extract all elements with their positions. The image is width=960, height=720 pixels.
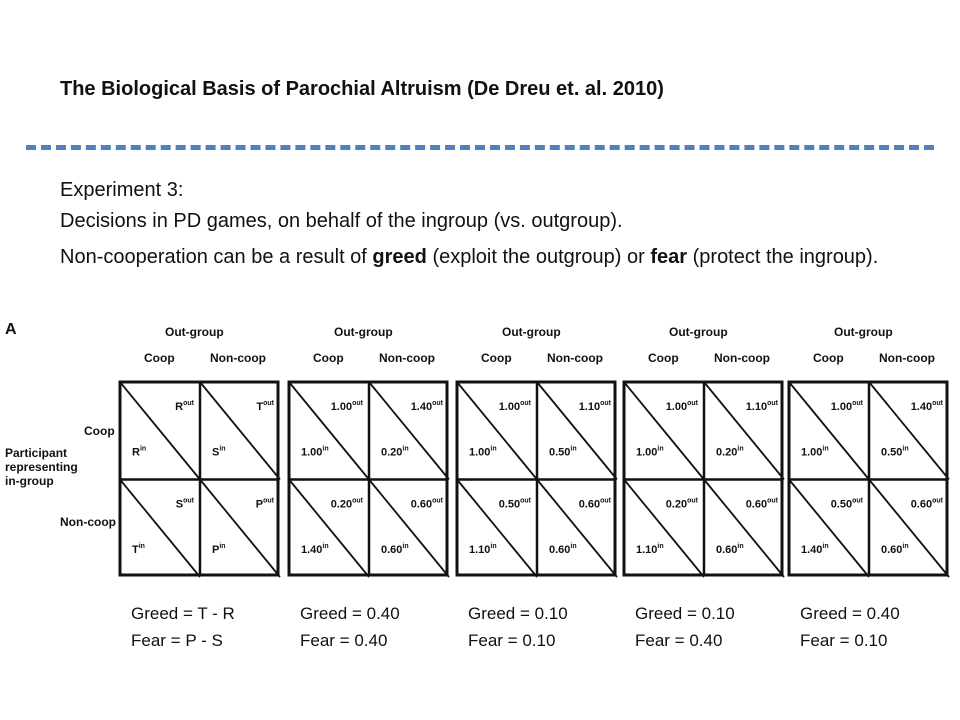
outgroup-payoff — [579, 498, 612, 511]
outgroup-payoff — [831, 498, 864, 511]
cell-diagonal — [704, 480, 784, 578]
outgroup-payoff — [579, 400, 612, 413]
fear-value: Fear = 0.40 — [300, 631, 388, 650]
outgroup-header: Out-group — [669, 325, 728, 339]
participant-label-line-3: in-group — [5, 474, 54, 488]
cell-diagonal — [789, 480, 869, 578]
cell-diagonal — [537, 382, 617, 480]
ingroup-payoff-value: 1.10 — [636, 544, 658, 556]
greed-word: greed — [372, 246, 427, 268]
cell-diagonal — [200, 382, 280, 480]
ingroup-payoff — [549, 543, 577, 556]
outgroup-superscript: out — [432, 400, 443, 407]
row-label-coop: Coop — [84, 424, 115, 438]
payoff-matrix-3 — [455, 320, 625, 585]
ingroup-payoff — [881, 446, 909, 459]
outgroup-payoff — [666, 498, 699, 511]
cell-diagonal — [200, 480, 280, 578]
ingroup-superscript: in — [657, 445, 664, 453]
fear-value: Fear = 0.10 — [800, 631, 888, 650]
ingroup-payoff-value: 0.20 — [716, 446, 738, 459]
column-header-coop: Coop — [813, 351, 844, 365]
cell-diagonal — [120, 480, 200, 578]
ingroup-payoff — [381, 543, 409, 556]
ingroup-superscript: in — [822, 543, 829, 550]
outgroup-payoff-value: 0.50 — [498, 498, 521, 511]
ingroup-payoff-value: 1.00 — [469, 446, 491, 459]
outgroup-payoff — [499, 498, 532, 511]
ingroup-superscript: in — [822, 445, 829, 453]
cell-diagonal — [624, 382, 704, 480]
ingroup-superscript: in — [322, 543, 329, 550]
matrix-grid — [787, 380, 951, 579]
ingroup-superscript: in — [737, 445, 744, 453]
outgroup-superscript: out — [432, 497, 443, 505]
ingroup-payoff-value: 1.00 — [301, 446, 323, 459]
ingroup-payoff — [469, 543, 497, 556]
outgroup-payoff-value: 0.60 — [410, 498, 433, 511]
outgroup-header: Out-group — [502, 325, 561, 339]
outgroup-header: Out-group — [165, 325, 224, 339]
ingroup-superscript: in — [902, 445, 909, 453]
participant-label-line-2: representing — [5, 460, 78, 474]
greed-value: Greed = 0.10 — [635, 604, 735, 623]
outgroup-payoff-value: 1.10 — [745, 401, 768, 413]
dashed-divider — [26, 145, 934, 150]
ingroup-superscript: in — [219, 543, 226, 550]
greed-fear-summary-1 — [131, 600, 235, 654]
ingroup-superscript: in — [490, 543, 497, 550]
matrix-grid — [455, 380, 619, 579]
outgroup-superscript: out — [767, 400, 778, 407]
ingroup-payoff — [716, 543, 744, 556]
payoff-matrix-1 — [118, 320, 288, 585]
outgroup-payoff — [666, 400, 699, 413]
outgroup-payoff — [331, 498, 364, 511]
ingroup-payoff — [636, 446, 664, 459]
cell-diagonal — [289, 480, 369, 578]
outgroup-superscript: out — [932, 497, 943, 505]
ingroup-payoff-value: P — [212, 544, 220, 556]
outgroup-superscript: out — [600, 497, 611, 505]
column-header-noncoop: Non-coop — [879, 351, 935, 365]
outgroup-payoff-value: T — [256, 401, 264, 413]
outgroup-superscript: out — [352, 497, 363, 505]
ingroup-superscript: in — [138, 543, 145, 550]
cell-diagonal — [120, 382, 200, 480]
greed-fear-summary-2 — [300, 600, 400, 654]
matrix-grid — [622, 380, 786, 579]
ingroup-superscript: in — [657, 543, 664, 550]
outgroup-header: Out-group — [334, 325, 393, 339]
noncoop-text-part3: (protect the ingroup). — [687, 246, 879, 268]
outgroup-superscript: out — [932, 400, 943, 407]
outgroup-payoff-value: 1.00 — [830, 401, 853, 413]
ingroup-payoff — [132, 543, 145, 556]
fear-value: Fear = 0.10 — [468, 631, 556, 650]
column-header-noncoop: Non-coop — [714, 351, 770, 365]
greed-fear-summary-4 — [635, 600, 735, 654]
ingroup-payoff-value: 1.00 — [636, 446, 658, 459]
cell-diagonal — [869, 382, 949, 480]
ingroup-payoff — [301, 446, 329, 459]
ingroup-payoff — [636, 543, 664, 556]
outgroup-payoff — [499, 400, 532, 413]
column-header-noncoop: Non-coop — [379, 351, 435, 365]
outgroup-superscript: out — [352, 400, 363, 407]
greed-fear-summary-5 — [800, 600, 900, 654]
ingroup-superscript: in — [219, 445, 226, 453]
outgroup-payoff-value: 0.60 — [745, 498, 768, 511]
outgroup-payoff-value: R — [175, 401, 184, 413]
column-header-coop: Coop — [144, 351, 175, 365]
outgroup-superscript: out — [183, 497, 194, 505]
outgroup-superscript: out — [767, 497, 778, 505]
fear-value: Fear = P - S — [131, 631, 223, 650]
greed-value: Greed = T - R — [131, 604, 235, 623]
outgroup-payoff-value: 1.10 — [578, 401, 601, 413]
ingroup-superscript: in — [402, 445, 409, 453]
payoff-matrix-5 — [787, 320, 957, 585]
cell-diagonal — [624, 480, 704, 578]
matrix-grid — [118, 380, 282, 579]
greed-value: Greed = 0.40 — [300, 604, 400, 623]
cell-diagonal — [537, 480, 617, 578]
noncoop-text-part1: Non-cooperation can be a result of — [60, 246, 373, 268]
column-header-noncoop: Non-coop — [210, 351, 266, 365]
outgroup-superscript: out — [852, 497, 863, 505]
cell-diagonal — [457, 480, 537, 578]
outgroup-payoff — [175, 400, 195, 413]
cell-diagonal — [704, 382, 784, 480]
column-header-noncoop: Non-coop — [547, 351, 603, 365]
outgroup-payoff-value: 0.60 — [910, 498, 933, 511]
ingroup-superscript: in — [902, 543, 909, 550]
ingroup-payoff — [716, 446, 744, 459]
outgroup-payoff — [331, 400, 364, 413]
ingroup-payoff-value: 0.60 — [381, 544, 403, 556]
fear-value: Fear = 0.40 — [635, 631, 723, 650]
outgroup-payoff-value: 1.40 — [910, 401, 933, 413]
cell-diagonal — [369, 382, 449, 480]
ingroup-payoff — [381, 446, 409, 459]
column-header-coop: Coop — [648, 351, 679, 365]
outgroup-payoff-value: 1.40 — [410, 401, 433, 413]
ingroup-payoff-value: 1.00 — [801, 446, 823, 459]
ingroup-superscript: in — [570, 445, 577, 453]
outgroup-payoff — [256, 400, 274, 413]
greed-fear-summary-3 — [468, 600, 568, 654]
ingroup-payoff-value: T — [132, 544, 139, 556]
ingroup-payoff — [801, 543, 829, 556]
cell-diagonal — [789, 382, 869, 480]
experiment-label: Experiment 3: — [60, 179, 184, 201]
participant-label — [5, 446, 78, 488]
outgroup-superscript: out — [852, 400, 863, 407]
ingroup-payoff-value: 0.60 — [549, 544, 571, 556]
ingroup-payoff-value: S — [212, 446, 220, 459]
outgroup-payoff-value: 1.00 — [330, 401, 353, 413]
outgroup-payoff — [831, 400, 864, 413]
ingroup-superscript: in — [139, 445, 147, 453]
ingroup-payoff — [301, 543, 329, 556]
outgroup-superscript: out — [263, 497, 274, 505]
matrix-grid — [287, 380, 451, 579]
participant-label-line-1: Participant — [5, 446, 68, 460]
decisions-text: Decisions in PD games, on behalf of the ingroup (vs. outgroup). — [60, 210, 623, 232]
ingroup-superscript: in — [402, 543, 409, 550]
outgroup-payoff-value: 0.20 — [330, 498, 353, 511]
ingroup-payoff-value: 0.60 — [716, 544, 738, 556]
outgroup-payoff-value: 1.00 — [665, 401, 688, 413]
outgroup-superscript: out — [263, 400, 274, 407]
outgroup-superscript: out — [520, 400, 531, 407]
ingroup-superscript: in — [490, 445, 497, 453]
cell-diagonal — [869, 480, 949, 578]
outgroup-payoff-value: S — [175, 498, 184, 511]
column-header-coop: Coop — [481, 351, 512, 365]
outgroup-payoff — [746, 498, 779, 511]
outgroup-payoff-value: P — [255, 498, 264, 511]
outgroup-payoff-value: 0.50 — [830, 498, 853, 511]
noncooperation-text — [60, 245, 890, 269]
ingroup-superscript: in — [737, 543, 744, 550]
ingroup-payoff — [881, 543, 909, 556]
payoff-matrix-4 — [622, 320, 792, 585]
cell-diagonal — [369, 480, 449, 578]
ingroup-payoff-value: 0.50 — [881, 446, 903, 459]
outgroup-payoff — [411, 498, 444, 511]
slide-title: The Biological Basis of Parochial Altruism (De Dreu et. al. 2010) — [60, 78, 664, 100]
outgroup-payoff-value: 1.00 — [498, 401, 521, 413]
outgroup-superscript: out — [687, 400, 698, 407]
outgroup-superscript: out — [520, 497, 531, 505]
greed-value: Greed = 0.40 — [800, 604, 900, 623]
ingroup-payoff — [469, 446, 497, 459]
ingroup-payoff — [801, 446, 829, 459]
outgroup-payoff — [746, 400, 779, 413]
outgroup-payoff — [256, 498, 275, 511]
ingroup-payoff — [212, 543, 226, 556]
ingroup-payoff — [132, 446, 146, 459]
outgroup-superscript: out — [183, 400, 194, 407]
outgroup-superscript: out — [600, 400, 611, 407]
outgroup-header: Out-group — [834, 325, 893, 339]
ingroup-payoff-value: 0.20 — [381, 446, 403, 459]
ingroup-payoff — [212, 446, 226, 459]
cell-diagonal — [457, 382, 537, 480]
outgroup-payoff — [411, 400, 444, 413]
ingroup-payoff-value: 0.50 — [549, 446, 571, 459]
row-label-noncoop: Non-coop — [60, 515, 116, 529]
column-header-coop: Coop — [313, 351, 344, 365]
ingroup-superscript: in — [322, 445, 329, 453]
outgroup-payoff-value: 0.60 — [578, 498, 601, 511]
ingroup-payoff-value: 1.40 — [301, 544, 323, 556]
ingroup-superscript: in — [570, 543, 577, 550]
outgroup-payoff-value: 0.20 — [665, 498, 688, 511]
outgroup-payoff — [176, 498, 195, 511]
ingroup-payoff-value: 0.60 — [881, 544, 903, 556]
outgroup-payoff — [911, 498, 944, 511]
ingroup-payoff-value: 1.10 — [469, 544, 491, 556]
ingroup-payoff-value: R — [132, 446, 140, 459]
ingroup-payoff — [549, 446, 577, 459]
outgroup-superscript: out — [687, 497, 698, 505]
payoff-matrix-2 — [287, 320, 457, 585]
greed-value: Greed = 0.10 — [468, 604, 568, 623]
fear-word: fear — [650, 246, 688, 268]
cell-diagonal — [289, 382, 369, 480]
ingroup-payoff-value: 1.40 — [801, 544, 823, 556]
outgroup-payoff — [911, 400, 944, 413]
noncoop-text-part2: (exploit the outgroup) or — [426, 246, 651, 268]
figure-panel-letter: A — [5, 321, 17, 338]
